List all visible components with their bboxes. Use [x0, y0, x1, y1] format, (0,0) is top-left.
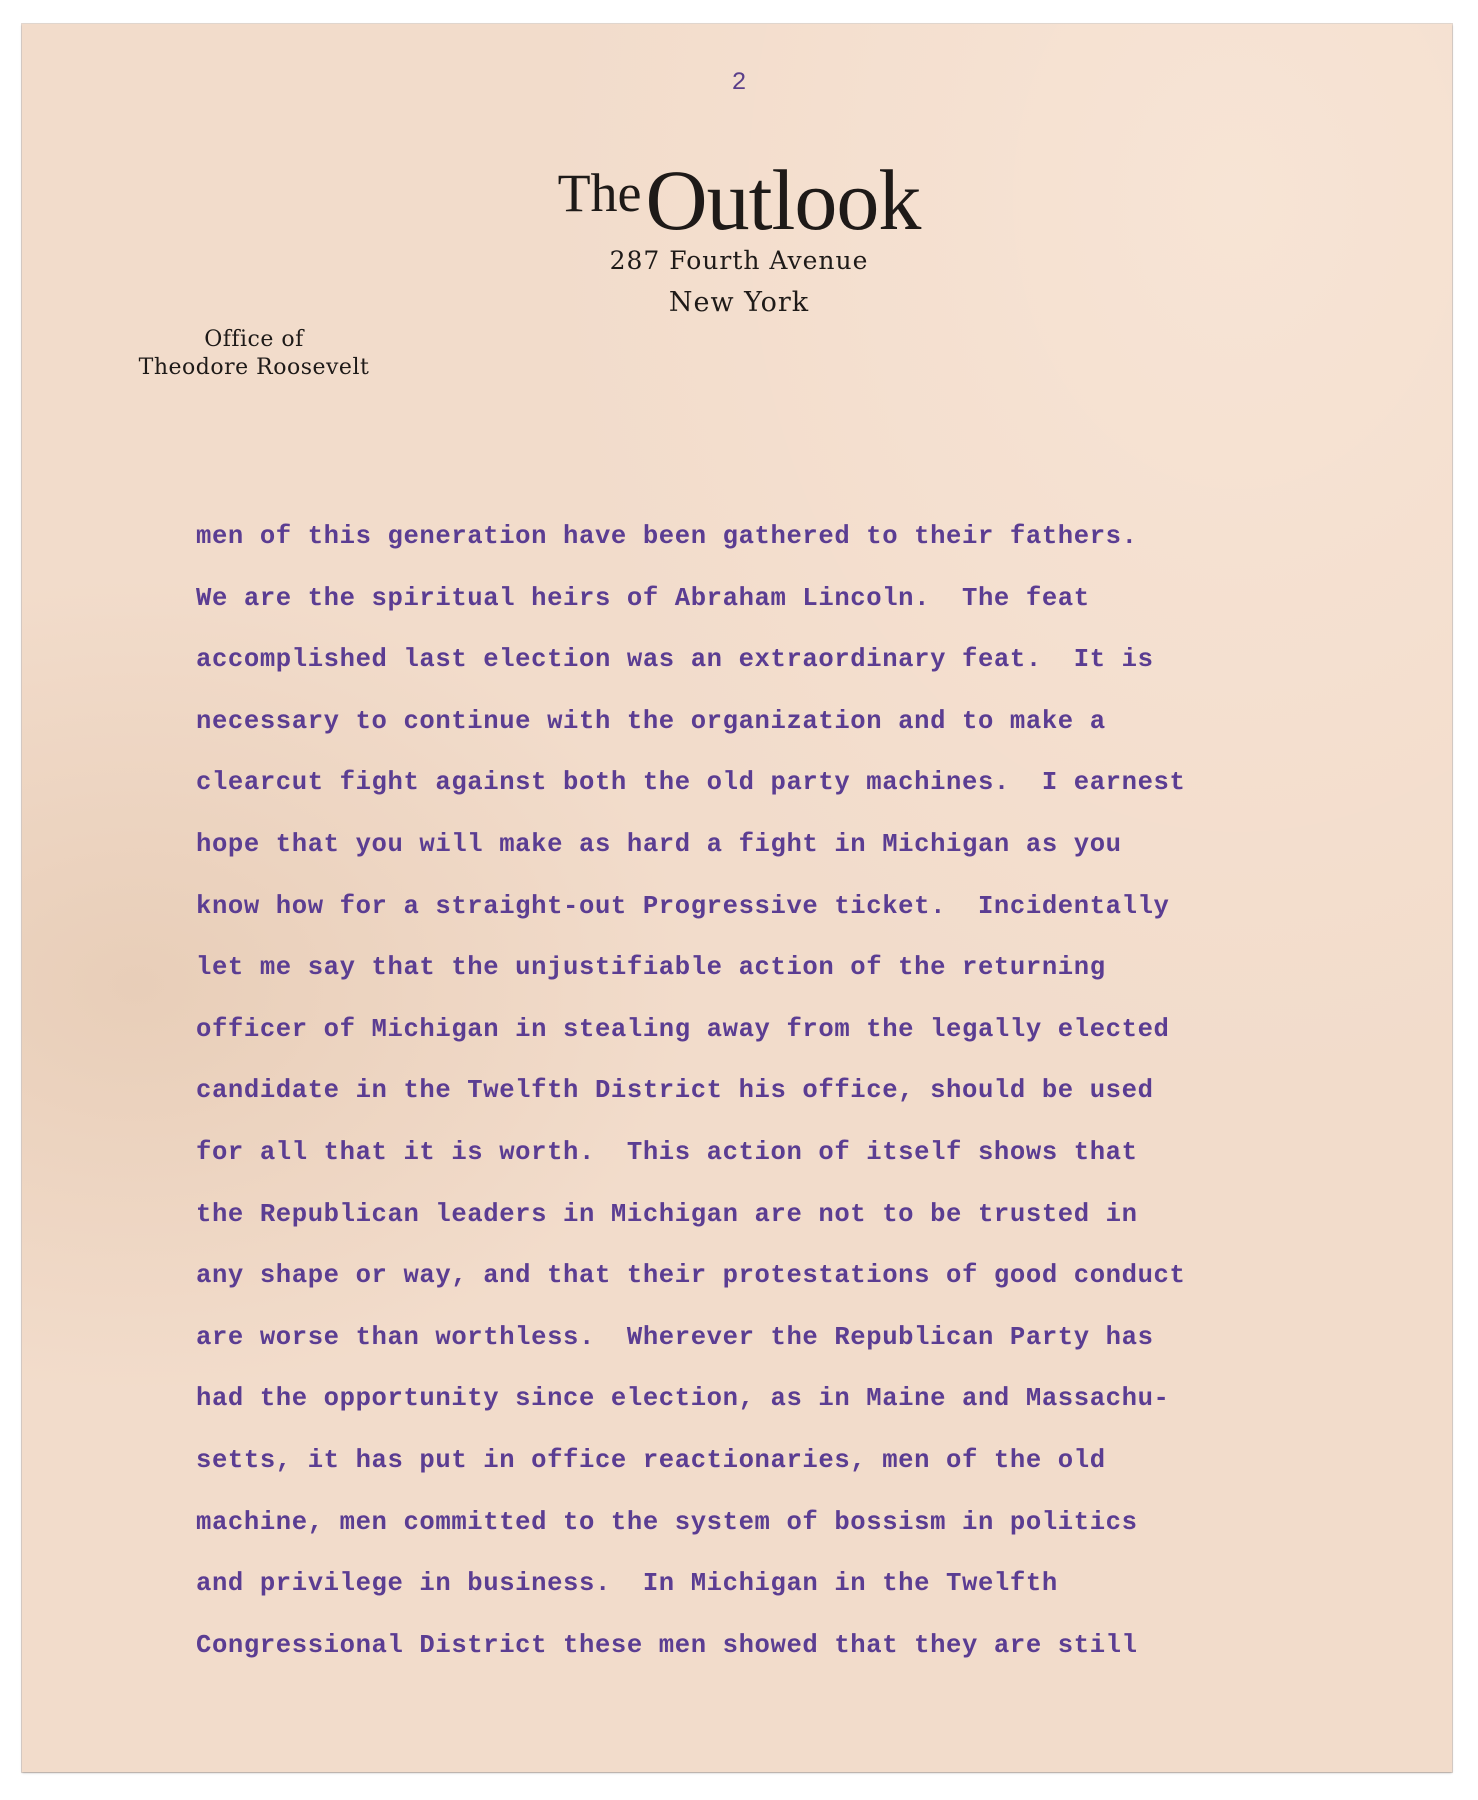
letterhead-street: 287 Fourth Avenue [609, 246, 869, 275]
body-line: Congressional District these men showed that they are still [196, 1630, 1138, 1660]
body-line: any shape or way, and that their protestations of good conduct [196, 1261, 1186, 1291]
body-line: the Republican leaders in Michigan are not to be trusted in [196, 1199, 1138, 1229]
body-line: had the opportunity since election, as in Maine and Massachu- [196, 1384, 1170, 1414]
letterhead-city: New York [668, 287, 810, 318]
body-line: let me say that the unjustifiable action of the returning [196, 953, 1106, 983]
body-line: men of this generation have been gathered to their fathers. [196, 522, 1138, 551]
body-line: and privilege in business. In Michigan in the Twelfth [196, 1569, 1058, 1599]
office-label: Office of [204, 327, 304, 352]
body-line: hope that you will make as hard a fight in Michigan as you [196, 829, 1122, 859]
body-line: setts, it has put in office reactionaries, men of the old [196, 1445, 1106, 1475]
body-line: clearcut fight against both the old party machines. I earnest [196, 768, 1186, 798]
letterhead-name: Outlook [645, 152, 921, 248]
letterhead-title [0, 150, 1478, 248]
office-block [104, 326, 404, 382]
body-line: know how for a straight-out Progressive ticket. Incidentally [196, 891, 1170, 921]
body-line: We are the spiritual heirs of Abraham Lincoln. The feat [196, 583, 1090, 613]
body-line: officer of Michigan in stealing away from the legally elected [196, 1014, 1170, 1044]
body-line: necessary to continue with the organization and to make a [196, 706, 1106, 736]
body-line: machine, men committed to the system of bossism in politics [196, 1507, 1138, 1537]
letterhead-the: The [557, 163, 642, 223]
office-holder: Theodore Roosevelt [138, 355, 370, 380]
body-line: are worse than worthless. Wherever the Republican Party has [196, 1322, 1154, 1352]
body-line: accomplished last election was an extraordinary feat. It is [196, 645, 1154, 675]
body-line: candidate in the Twelfth District his office, should be used [196, 1076, 1154, 1106]
page-number: 2 [731, 68, 747, 97]
letter-body [196, 517, 1366, 1687]
body-line: for all that it is worth. This action of itself shows that [196, 1137, 1138, 1167]
